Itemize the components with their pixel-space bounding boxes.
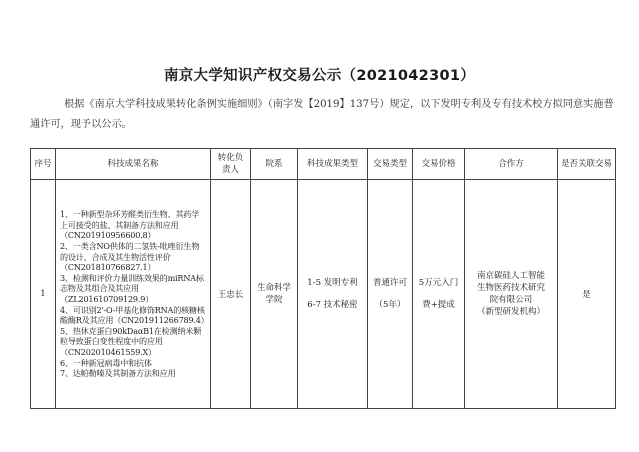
cell-no: 1: [31, 180, 56, 409]
header-no: 序号: [31, 149, 56, 180]
cell-results: [56, 180, 211, 409]
header-related: 是否关联交易: [558, 149, 616, 180]
cell-related: 是: [558, 180, 616, 409]
header-leader: 转化负 责人: [211, 149, 251, 180]
result-item: 1、一种新型杂环芳醛类衍生物、其药学上可接受的盐、其制备方法和应用（CN201910956600.8）: [60, 209, 200, 241]
result-item: 3、检测和评价力量训练效果的miRNA标志物及其组合及其应用（ZL201610709129.9）: [60, 272, 204, 304]
table-row: [31, 180, 616, 409]
transaction-table: [30, 148, 616, 409]
intro-paragraph: 根据《南京大学科技成果转化条例实施细则》（南字发【2019】137号）规定，以下发明专利及专有技术校方拟同意实施普通许可，现予以公示。: [30, 99, 614, 130]
page-title: 南京大学知识产权交易公示（2021042301）: [163, 68, 476, 84]
cell-dept: 生命科学 学院: [251, 180, 298, 409]
result-item: 7、达帕勒嗪及其制备方法和应用: [60, 368, 176, 379]
header-partner: 合作方: [465, 149, 558, 180]
header-price: 交易价格: [413, 149, 465, 180]
cell-leader: 王忠长: [211, 180, 251, 409]
cell-trade-type: 普通许可 （5年）: [368, 180, 413, 409]
result-item: 2、一类含NO供体的二氢铁-吡唑衍生物的设计、合成及其生物活性评价（CN201810766827.1）: [60, 241, 200, 273]
header-dept: 院系: [251, 149, 298, 180]
result-item: 6、一种新冠病毒中和抗体: [60, 357, 152, 368]
cell-price: 5万元入门 费+提成: [413, 180, 465, 409]
cell-type: 1-5 发明专利 6-7 技术秘密: [298, 180, 368, 409]
result-item: 5、热休克蛋白90kDaαB1在检测纳米颗粒导致蛋白变性程度中的应用（CN202010461559.X）: [60, 325, 202, 357]
result-item: 4、可识别2'-O-甲基化修饰RNA的核糖核酸酶R及其应用（CN201911266789.4）: [60, 304, 209, 326]
header-trade-type: 交易类型: [368, 149, 413, 180]
header-name: 科技成果名称: [56, 149, 211, 180]
cell-partner: 南京碳硅人工智能 生物医药技术研究 院有限公司 （新型研发机构）: [465, 180, 558, 409]
header-type: 科技成果类型: [298, 149, 368, 180]
header-row: [31, 149, 616, 180]
